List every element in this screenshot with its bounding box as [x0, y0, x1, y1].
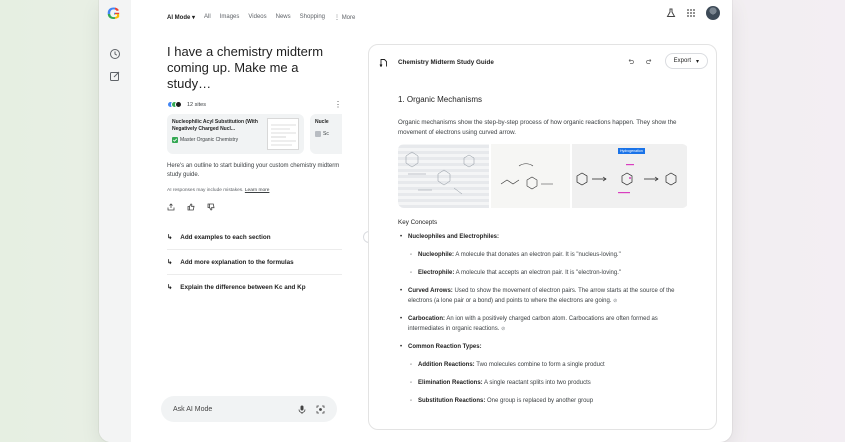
item-heading: Nucleophiles and Electrophiles: — [408, 234, 500, 240]
site-check-icon — [315, 131, 321, 137]
item-term: Curved Arrows: — [408, 288, 453, 294]
tab-videos[interactable]: Videos — [248, 14, 267, 20]
item-term: Nucleophile: — [418, 252, 455, 258]
item-text: Used to show the movement of electron pairs. The arrow starts at the source of the electrons (a lone pair or a bond) and points to where the electrons are going. — [408, 288, 675, 304]
suggestion-item[interactable] — [167, 250, 342, 275]
redo-icon[interactable] — [646, 58, 653, 65]
chat-column — [167, 44, 342, 300]
source-favicons — [167, 101, 179, 108]
ai-disclaimer — [167, 188, 342, 193]
source-card-title: Nucle — [315, 119, 329, 125]
site-check-icon — [172, 137, 178, 143]
side-rail — [99, 0, 131, 442]
ask-tools — [298, 405, 325, 414]
tab-shopping[interactable]: Shopping — [299, 14, 326, 20]
mechanism-image-handwritten[interactable] — [491, 144, 570, 208]
follow-up-arrow-icon: ↳ — [167, 233, 173, 241]
item-text: A molecule that accepts an electron pair. It is "electron-loving." — [454, 270, 622, 276]
list-item — [398, 286, 688, 306]
citation-link-icon[interactable]: ⊘ — [501, 326, 506, 332]
item-term: Substitution Reactions: — [418, 398, 486, 404]
suggestion-item[interactable] — [167, 275, 342, 300]
ask-input[interactable] — [161, 396, 337, 422]
list-item — [408, 378, 688, 388]
item-term: Addition Reactions: — [418, 362, 475, 368]
citation-link-icon[interactable]: ⊘ — [613, 298, 618, 304]
list-item — [408, 360, 688, 370]
mechanism-image-reaction[interactable] — [572, 144, 687, 208]
document-icon — [379, 58, 388, 67]
suggestion-label: Add more explanation to the formulas — [180, 258, 294, 266]
source-thumbnail — [267, 118, 299, 150]
account-area — [666, 6, 720, 20]
item-term: Carbocation: — [408, 316, 446, 322]
search-tabs — [167, 12, 355, 22]
tab-more[interactable]: ⋮ More — [334, 14, 356, 21]
export-label: Export — [673, 58, 691, 64]
source-card-title: Nucleophilic Acyl Substitution (With Negatively Charged Nucl... — [172, 119, 258, 132]
tab-ai-mode-label: AI Mode — [167, 14, 191, 21]
ask-placeholder: Ask AI Mode — [173, 405, 213, 413]
mechanism-image-whiteboard[interactable] — [398, 144, 489, 208]
list-item — [408, 396, 688, 406]
item-text: Two molecules combine to form a single product — [474, 362, 605, 368]
source-card-site-name: Sc — [323, 130, 329, 137]
sites-count: 12 sites — [187, 101, 206, 108]
history-icon[interactable] — [109, 48, 121, 60]
list-item — [398, 232, 688, 242]
follow-up-arrow-icon: ↳ — [167, 258, 173, 266]
doc-header — [369, 45, 716, 79]
tab-ai-mode[interactable]: AI Mode ▾ — [167, 14, 196, 21]
doc-actions — [627, 53, 708, 69]
learn-more-link[interactable]: Learn more — [244, 188, 270, 193]
favicon-icon — [175, 101, 182, 108]
suggestion-label: Explain the difference between Kc and Kp — [180, 284, 306, 291]
follow-up-arrow-icon: ↳ — [167, 284, 173, 291]
source-card-site — [315, 131, 342, 138]
ai-answer-text: Here's an outline to start building your custom chemistry midterm study guide. — [167, 163, 340, 178]
key-concepts-heading: Key Concepts — [398, 219, 438, 226]
tab-more-label: More — [341, 14, 356, 21]
figure-tag: Hydrogenation — [620, 149, 643, 153]
item-term: Electrophile: — [418, 270, 455, 276]
thumbs-down-icon[interactable] — [207, 203, 215, 211]
suggestion-item[interactable] — [167, 225, 342, 250]
source-card-site-name: Master Organic Chemistry — [180, 137, 239, 143]
new-chat-icon[interactable] — [109, 70, 121, 82]
mechanism-images — [398, 144, 688, 208]
camera-lens-icon[interactable] — [316, 405, 325, 414]
suggestion-label: Add examples to each section — [180, 233, 271, 241]
browser-window — [99, 0, 732, 442]
avatar[interactable] — [706, 6, 720, 20]
undo-icon[interactable] — [627, 58, 634, 65]
section-intro: Organic mechanisms show the step-by-step process of how organic reactions happen. They show the movement of electrons using curved arrow. — [398, 119, 677, 136]
share-icon[interactable] — [167, 203, 175, 211]
list-item — [398, 342, 688, 352]
doc-title: Chemistry Midterm Study Guide — [398, 58, 494, 66]
study-guide-panel — [368, 44, 717, 430]
microphone-icon[interactable] — [298, 405, 306, 414]
item-text: One group is replaced by another group — [485, 398, 594, 404]
export-button[interactable] — [665, 53, 708, 69]
tab-all[interactable]: All — [204, 14, 211, 20]
user-prompt: I have a chemistry midterm coming up. Make me a study… — [167, 44, 324, 91]
list-item — [398, 314, 688, 334]
disclaimer-text: AI responses may include mistakes. — [167, 188, 244, 193]
item-text: A molecule that donates an electron pair. It is "nucleus-loving." — [454, 252, 621, 258]
feedback-row — [167, 203, 342, 211]
doc-content — [398, 95, 688, 414]
tab-images[interactable]: Images — [219, 14, 240, 20]
apps-grid-icon[interactable] — [686, 8, 696, 18]
item-text: A single reactant splits into two products — [482, 380, 591, 386]
list-item — [408, 268, 688, 278]
labs-flask-icon[interactable] — [666, 8, 676, 18]
key-concepts-list — [398, 232, 688, 406]
item-text: An ion with a positively charged carbon atom. Carbocations are often formed as intermediates in organic reactions. — [408, 316, 658, 332]
item-heading: Common Reaction Types: — [408, 344, 482, 350]
thumbs-up-icon[interactable] — [187, 203, 195, 211]
source-cards — [167, 114, 342, 154]
tab-news[interactable]: News — [275, 14, 291, 20]
item-term: Elimination Reactions: — [418, 380, 483, 386]
more-options-icon[interactable]: ⋮ — [334, 100, 342, 109]
section-heading: 1. Organic Mechanisms — [398, 95, 483, 104]
source-card[interactable] — [310, 114, 342, 154]
suggestions-list — [167, 225, 342, 300]
google-logo[interactable]: G — [107, 6, 123, 22]
list-item — [408, 250, 688, 260]
sources-row[interactable] — [167, 101, 342, 108]
source-card[interactable] — [167, 114, 304, 154]
chevron-down-icon: ▾ — [695, 58, 699, 65]
